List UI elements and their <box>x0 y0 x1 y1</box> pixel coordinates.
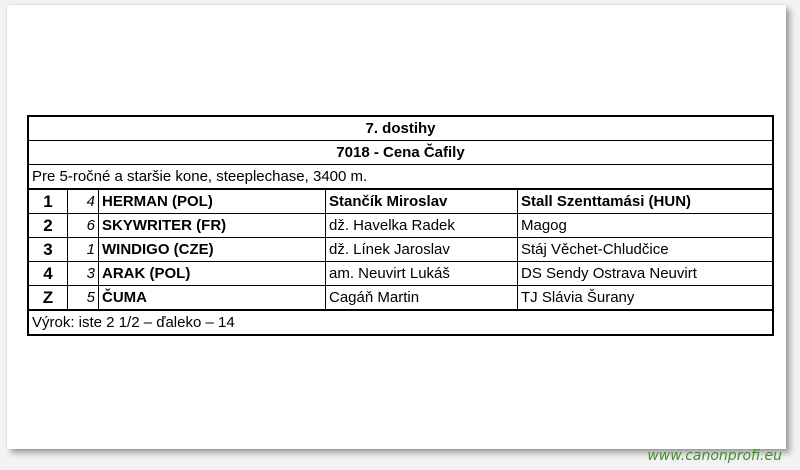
result-jockey: dž. Havelka Radek <box>326 214 518 238</box>
result-row <box>28 214 773 238</box>
race-heading: 7. dostihy <box>28 116 773 141</box>
result-number: 5 <box>68 286 99 311</box>
result-owner: DS Sendy Ostrava Neuvirt <box>518 262 774 286</box>
watermark-text: www.canonprofi.eu <box>647 448 782 464</box>
result-horse: ČUMA <box>99 286 326 311</box>
result-jockey: Cagáň Martin <box>326 286 518 311</box>
result-jockey: dž. Línek Jaroslav <box>326 238 518 262</box>
result-row <box>28 189 773 214</box>
race-results-table <box>27 115 774 336</box>
result-owner: Stáj Věchet-Chludčice <box>518 238 774 262</box>
result-horse: HERMAN (POL) <box>99 189 326 214</box>
result-position: Z <box>28 286 68 311</box>
result-position: 4 <box>28 262 68 286</box>
result-owner: Magog <box>518 214 774 238</box>
race-conditions: Pre 5-ročné a staršie kone, steeplechase, 3400 m. <box>28 165 773 190</box>
race-name-row <box>28 141 773 165</box>
result-row <box>28 238 773 262</box>
race-conditions-row <box>28 165 773 190</box>
result-number: 3 <box>68 262 99 286</box>
result-position: 2 <box>28 214 68 238</box>
result-position: 1 <box>28 189 68 214</box>
result-row <box>28 286 773 311</box>
result-owner: Stall Szenttamási (HUN) <box>518 189 774 214</box>
result-row <box>28 262 773 286</box>
race-margins-row <box>28 310 773 335</box>
result-owner: TJ Slávia Šurany <box>518 286 774 311</box>
race-name: 7018 - Cena Čafily <box>28 141 773 165</box>
race-margins: Výrok: iste 2 1/2 – ďaleko – 14 <box>28 310 773 335</box>
result-jockey: am. Neuvirt Lukáš <box>326 262 518 286</box>
result-position: 3 <box>28 238 68 262</box>
result-number: 1 <box>68 238 99 262</box>
result-number: 6 <box>68 214 99 238</box>
result-jockey: Stančík Miroslav <box>326 189 518 214</box>
result-horse: ARAK (POL) <box>99 262 326 286</box>
result-horse: WINDIGO (CZE) <box>99 238 326 262</box>
result-number: 4 <box>68 189 99 214</box>
result-horse: SKYWRITER (FR) <box>99 214 326 238</box>
race-heading-row <box>28 116 773 141</box>
